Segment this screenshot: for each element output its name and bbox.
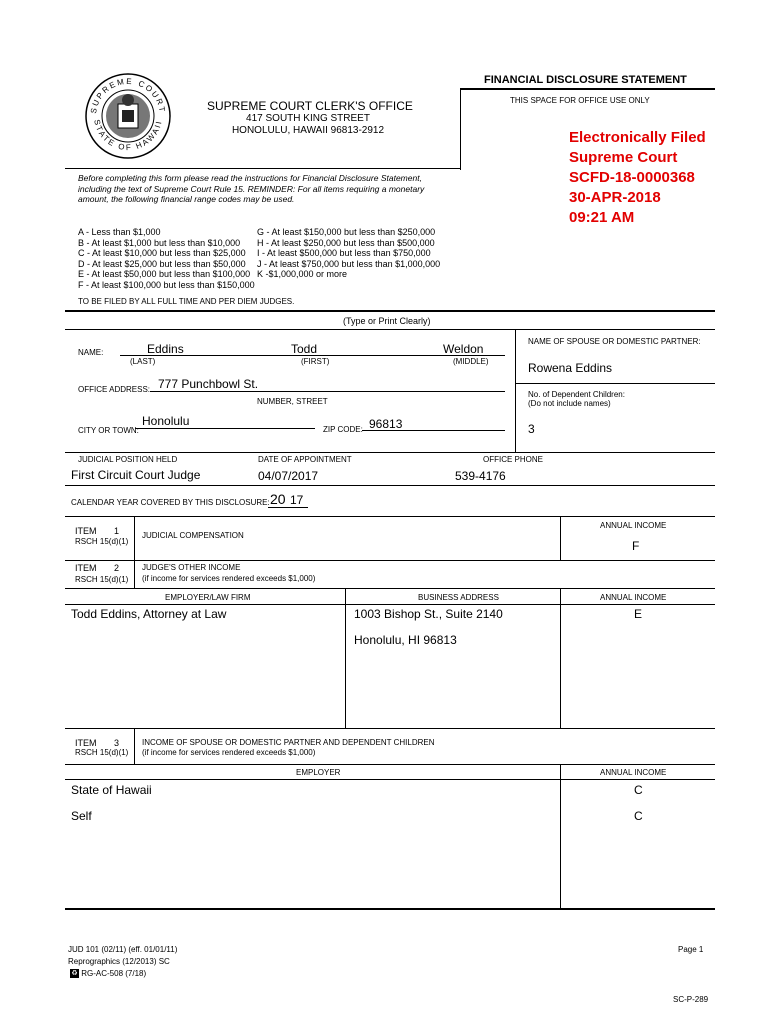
efiling-stamp [569, 128, 706, 228]
name-label: NAME: [78, 348, 104, 357]
code-item: K -$1,000,000 or more [257, 269, 348, 279]
code-item: D - At least $25,000 but less than $50,000 [78, 258, 246, 269]
item1-label [75, 526, 119, 536]
dependents-note: (Do not include names) [528, 399, 611, 408]
instruction-line: including the text of Supreme Court Rule 15. REMINDER: For all items requiring a monetary [78, 183, 425, 194]
form-id: JUD 101 (02/11) (eff. 01/01/11) [68, 945, 178, 954]
type-print: (Type or Print Clearly) [343, 316, 431, 326]
calendar-prefix: 20 [270, 491, 286, 507]
reprographics: Reprographics (12/2013) SC [68, 957, 170, 966]
item2-business-label: BUSINESS ADDRESS [418, 593, 499, 602]
item-divider [134, 516, 135, 560]
item3-row-employer[interactable]: State of Hawaii [71, 783, 152, 797]
item3-label [75, 738, 119, 748]
item2-rule: RSCH 15(d)(1) [75, 575, 129, 584]
year-underline [268, 507, 308, 508]
judicial-position-label: JUDICIAL POSITION HELD [78, 455, 178, 464]
seal-icon [84, 72, 172, 160]
zip-label: ZIP CODE: [323, 425, 363, 434]
item3-row-income[interactable]: C [634, 783, 643, 797]
svg-text:SUPREME COURT: SUPREME COURT [88, 76, 168, 115]
column-divider [345, 588, 346, 728]
column-divider [560, 588, 561, 728]
item1-income-value[interactable]: F [632, 539, 640, 553]
street-value[interactable]: 777 Punchbowl St. [158, 377, 259, 391]
city-label: CITY OR TOWN: [78, 426, 139, 435]
dependents-value[interactable]: 3 [528, 422, 535, 436]
efiling-line: SCFD-18-0000368 [569, 169, 695, 186]
item2-employer-label: EMPLOYER/LAW FIRM [165, 593, 251, 602]
instructions [78, 173, 424, 205]
position-underline [65, 485, 715, 486]
item3-rule: RSCH 15(d)(1) [75, 748, 129, 757]
form-title: FINANCIAL DISCLOSURE STATEMENT [484, 74, 687, 86]
office-use-label: THIS SPACE FOR OFFICE USE ONLY [510, 96, 650, 105]
item1-rule: RSCH 15(d)(1) [75, 537, 129, 546]
spouse-border [515, 329, 516, 452]
code-item: H - At least $250,000 but less than $500,000 [257, 237, 435, 248]
section-rule [65, 588, 715, 589]
section-rule [65, 516, 715, 517]
zip-underline [362, 430, 505, 431]
code-item: A - Less than $1,000 [78, 227, 161, 237]
middle-caption: (MIDDLE) [453, 357, 489, 366]
code-item: E - At least $50,000 but less than $100,000 [78, 269, 251, 279]
street-caption: NUMBER, STREET [257, 397, 328, 406]
last-caption: (LAST) [130, 357, 156, 366]
code-item: B - At least $1,000 but less than $10,000 [78, 237, 241, 248]
dependents-label: No. of Dependent Children: [528, 390, 625, 399]
office-use-border [460, 88, 461, 170]
item-divider [134, 728, 135, 764]
item2-employer-value[interactable]: Todd Eddins, Attorney at Law [71, 607, 227, 621]
item2-subtitle: (if income for services rendered exceeds $1,000) [142, 574, 316, 583]
judicial-position-value[interactable]: First Circuit Court Judge [71, 468, 201, 482]
code-item: G - At least $150,000 but less than $250,000 [257, 227, 436, 237]
title-underline [460, 88, 715, 90]
code-item: F - At least $100,000 but less than $150,000 [78, 279, 255, 290]
efiling-line: Supreme Court [569, 149, 678, 166]
code-item: C - At least $10,000 but less than $25,000 [78, 248, 246, 258]
middle-name-value[interactable]: Weldon [443, 342, 484, 356]
efiling-line: 30-APR-2018 [569, 189, 661, 206]
clerk-city: HONOLULU, HAWAII 96813-2912 [231, 125, 385, 136]
recycle-icon: ♻ [71, 970, 78, 978]
appointment-value[interactable]: 04/07/2017 [258, 469, 319, 483]
calendar-year[interactable]: 17 [290, 493, 304, 507]
codes-left [78, 227, 255, 290]
section-rule [65, 764, 715, 765]
sc-code: SC-P-289 [673, 995, 709, 1004]
codes-right [257, 227, 440, 280]
item3-employer-label: EMPLOYER [296, 768, 341, 777]
item-number: 3 [114, 738, 120, 748]
section-rule [65, 452, 715, 453]
item3-income-label: ANNUAL INCOME [600, 768, 667, 777]
street-underline [150, 391, 505, 392]
section-rule [65, 779, 715, 780]
instruction-rule [65, 168, 460, 169]
page-number: Page 1 [678, 945, 704, 954]
section-rule [65, 329, 715, 330]
item1-title: JUDICIAL COMPENSATION [142, 531, 244, 540]
city-underline [135, 428, 315, 429]
section-rule [65, 908, 715, 910]
item-divider [134, 560, 135, 588]
section-rule [65, 310, 715, 312]
section-rule [65, 728, 715, 729]
item-word: ITEM [75, 563, 97, 573]
spouse-label: NAME OF SPOUSE OR DOMESTIC PARTNER: [528, 337, 701, 346]
spouse-rule [515, 383, 715, 384]
item-word: ITEM [75, 526, 97, 536]
filed-by: TO BE FILED BY ALL FULL TIME AND PER DIEM JUDGES. [78, 297, 295, 306]
item2-label [75, 563, 119, 573]
office-address-label: OFFICE ADDRESS: [78, 385, 151, 394]
svg-text:STATE OF HAWAII: STATE OF HAWAII [92, 118, 164, 153]
name-underline [120, 355, 505, 356]
first-caption: (FIRST) [301, 357, 330, 366]
clerk-office: SUPREME COURT CLERK'S OFFICE [207, 99, 413, 113]
court-seal [84, 72, 172, 160]
item3-row-employer[interactable]: Self [71, 809, 92, 823]
code-item: J - At least $750,000 but less than $1,000,000 [257, 258, 441, 269]
rg-line [70, 969, 146, 978]
calendar-label: CALENDAR YEAR COVERED BY THIS DISCLOSURE: [71, 498, 270, 507]
clerk-street: 417 SOUTH KING STREET [246, 113, 370, 124]
section-rule [65, 560, 715, 561]
code-item: I - At least $500,000 but less than $750,000 [257, 248, 431, 258]
item-number: 2 [114, 563, 120, 573]
rg-code: RG-AC-508 (7/18) [81, 969, 147, 978]
item3-subtitle: (if income for services rendered exceeds $1,000) [142, 748, 316, 757]
instruction-line: amount, the following financial range codes may be used. [78, 194, 295, 204]
item2-title: JUDGE'S OTHER INCOME [142, 563, 241, 572]
item2-address-line1[interactable]: 1003 Bishop St., Suite 2140 [354, 607, 503, 621]
item-word: ITEM [75, 738, 97, 748]
appointment-label: DATE OF APPOINTMENT [258, 455, 352, 464]
item3-title: INCOME OF SPOUSE OR DOMESTIC PARTNER AND DEPENDENT CHILDREN [142, 738, 435, 747]
city-value[interactable]: Honolulu [142, 414, 190, 428]
item3-row-income[interactable]: C [634, 809, 643, 823]
item1-income-label: ANNUAL INCOME [600, 521, 667, 530]
column-divider [560, 764, 561, 908]
first-name-value[interactable]: Todd [291, 342, 318, 356]
last-name-value[interactable]: Eddins [147, 342, 184, 356]
phone-label: OFFICE PHONE [483, 455, 544, 464]
phone-value[interactable]: 539-4176 [455, 469, 506, 483]
efiling-line: Electronically Filed [569, 129, 706, 146]
section-rule [65, 604, 715, 605]
item2-income-label: ANNUAL INCOME [600, 593, 667, 602]
zip-value[interactable]: 96813 [369, 417, 403, 431]
item2-income-value[interactable]: E [634, 607, 643, 621]
item2-address-line2[interactable]: Honolulu, HI 96813 [354, 633, 457, 647]
instruction-line: Before completing this form please read the instructions for Financial Disclosure Statement, [78, 173, 422, 183]
spouse-value[interactable]: Rowena Eddins [528, 361, 613, 375]
item-number: 1 [114, 526, 120, 536]
efiling-line: 09:21 AM [569, 209, 635, 226]
item-divider [560, 516, 561, 560]
